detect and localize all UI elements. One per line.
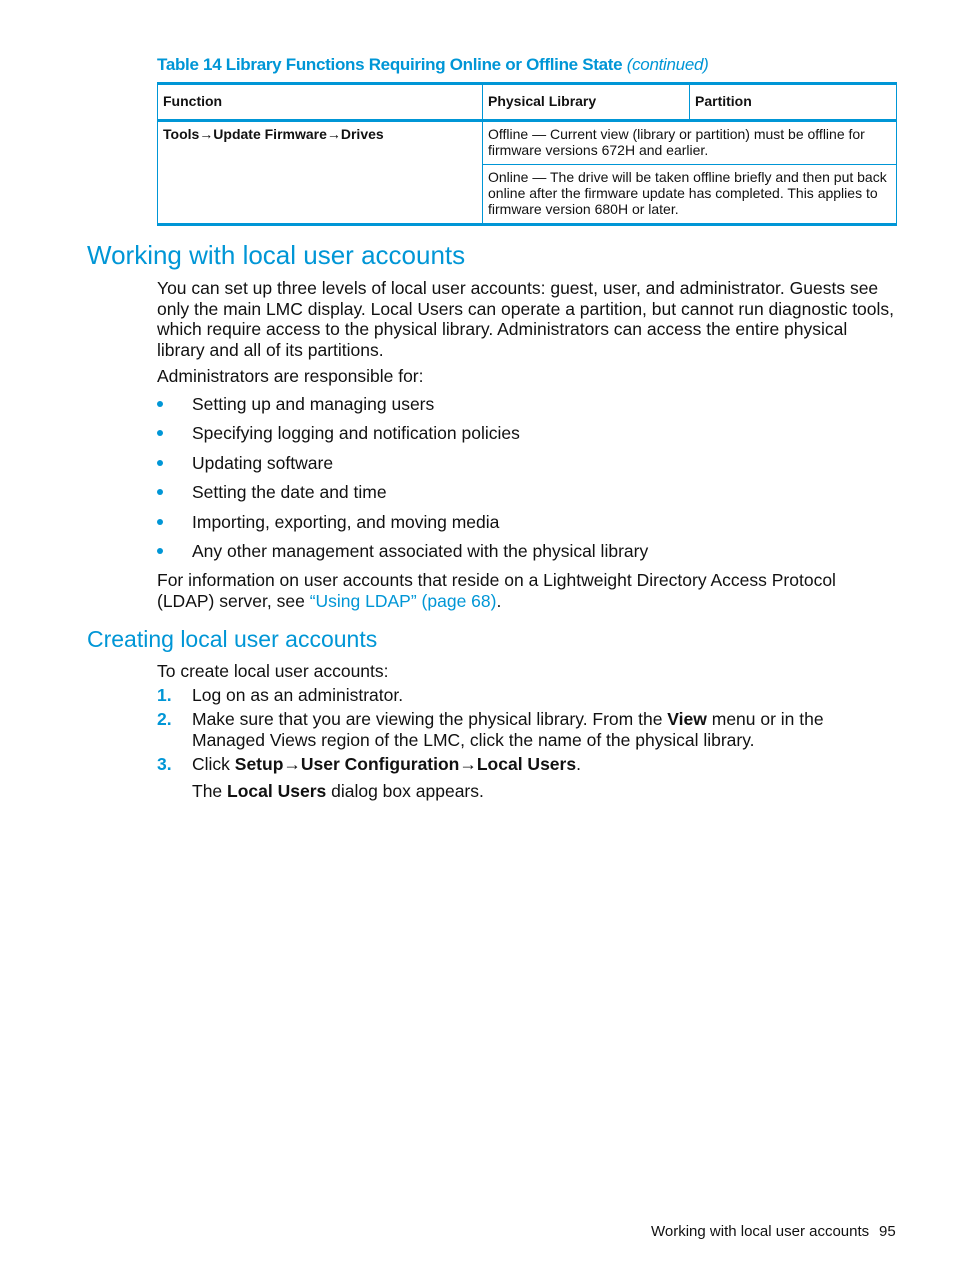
step-2 — [157, 709, 897, 750]
bullet-text: Setting the date and time — [192, 482, 387, 503]
bullet-text: Updating software — [192, 452, 334, 473]
bullet-icon — [157, 401, 163, 407]
step-3 — [157, 754, 897, 775]
step-1 — [157, 685, 897, 706]
bullet-icon — [157, 519, 163, 525]
table-header-row — [158, 84, 897, 121]
cell-offline: Offline — Current view (library or partition) must be offline for firmware versions 672H and earlier. — [483, 121, 897, 165]
header-partition: Partition — [690, 84, 897, 121]
bullet-icon — [157, 460, 163, 466]
bullet-icon — [157, 548, 163, 554]
bullet-icon — [157, 489, 163, 495]
step-result: The Local Users dialog box appears. — [192, 781, 484, 801]
section-heading: Working with local user accounts — [87, 240, 466, 270]
step-text: Click Setup→User Configuration→Local Users. — [192, 754, 581, 774]
step-number: 3. — [157, 754, 172, 774]
table-row — [158, 121, 897, 165]
bullet-text: Setting up and managing users — [192, 394, 435, 414]
subsection-heading: Creating local user accounts — [87, 626, 378, 652]
cell-online: Online — The drive will be taken offline briefly and then put back online after the firmware update has completed. This applies to firmware version 680H or later. — [483, 165, 897, 225]
header-physical-library: Physical Library — [483, 84, 690, 121]
steps-intro: To create local user accounts: — [157, 661, 389, 681]
responsibilities-label: Administrators are responsible for: — [157, 366, 424, 386]
bullet-icon — [157, 430, 163, 436]
bullet-text: Any other management associated with the physical library — [192, 541, 649, 561]
bullet-text: Importing, exporting, and moving media — [192, 511, 500, 532]
step-text: Log on as an administrator. — [192, 685, 404, 705]
header-function: Function — [158, 84, 483, 121]
step-text: Make sure that you are viewing the physical library. From the View menu or in the Managed Views region of the LMC, click the name of the physical library. — [192, 709, 824, 750]
page-number: 95 — [879, 1223, 896, 1240]
cell-function: Tools→Update Firmware→Drives — [158, 121, 483, 225]
functions-table — [157, 82, 897, 226]
bullet-text: Specifying logging and notification policies — [192, 423, 520, 444]
footer-title: Working with local user accounts — [651, 1223, 870, 1240]
ldap-paragraph: For information on user accounts that reside on a Lightweight Directory Access Protocol (LDAP) server, see “Using LDAP” (page 68). — [157, 570, 836, 611]
table-caption: Table 14 Library Functions Requiring Online or Offline State (continued) — [157, 55, 709, 74]
step-number: 2. — [157, 709, 172, 729]
ldap-link[interactable]: “Using LDAP” (page 68) — [309, 590, 497, 611]
intro-paragraph: You can set up three levels of local user accounts: guest, user, and administrator. Guests see only the main LMC display. Local Users can operate a partition, but cannot run diagnostic tools, which require access to the physical library. Administrators can access the entire physical library and all of its partitions. — [157, 278, 895, 361]
step-number: 1. — [157, 685, 172, 705]
